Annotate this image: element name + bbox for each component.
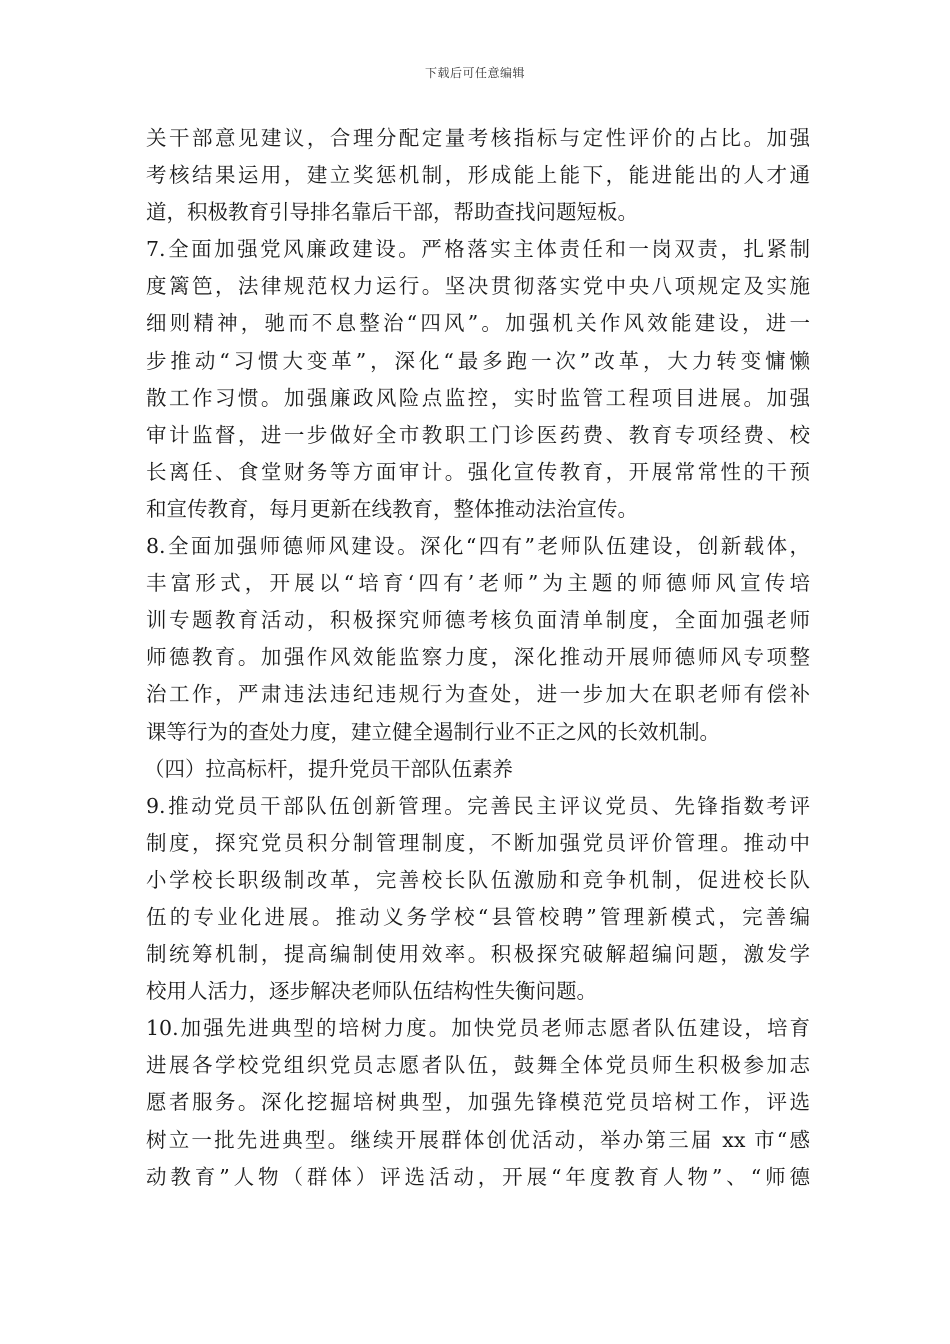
text-line: 伍的专业化进展。推动义务学校“县管校聘”管理新模式，完善编 xyxy=(146,904,810,929)
text-line: 训专题教育活动，积极探究师德考核负面清单制度，全面加强老师 xyxy=(146,608,810,633)
text-line: 制统筹机制，提高编制使用效率。积极探究破解超编问题，激发学 xyxy=(146,942,810,967)
text-line: 细则精神，驰而不息整治“四风”。加强机关作风效能建设，进一 xyxy=(146,311,810,336)
section-heading: （四）拉高标杆，提升党员干部队伍素养 xyxy=(144,756,513,781)
text-line: 课等行为的查处力度，建立健全遏制行业不正之风的长效机制。 xyxy=(146,719,720,744)
text-line: 丰富形式，开展以“培育‘四有’老师”为主题的师德师风宣传培 xyxy=(146,571,810,596)
text-line: 7.全面加强党风廉政建设。严格落实主体责任和一岗双责，扎紧制 xyxy=(146,237,810,262)
document-body xyxy=(146,120,810,1196)
text-line: 关干部意见建议，合理分配定量考核指标与定性评价的占比。加强 xyxy=(146,126,810,150)
text-line: 审计监督，进一步做好全市教职工门诊医药费、教育专项经费、校 xyxy=(146,422,810,447)
text-line: 校用人活力，逐步解决老师队伍结构性失衡问题。 xyxy=(146,979,597,1004)
text-line: 10.加强先进典型的培树力度。加快党员老师志愿者队伍建设，培育 xyxy=(146,1016,810,1041)
text-line: 道，积极教育引导排名靠后干部，帮助查找问题短板。 xyxy=(146,200,638,225)
text-line: 师德教育。加强作风效能监察力度，深化推动开展师德师风专项整 xyxy=(146,645,810,670)
page-header-note: 下载后可任意编辑 xyxy=(424,66,525,80)
text-line: 进展各学校党组织党员志愿者队伍，鼓舞全体党员师生积极参加志 xyxy=(146,1053,810,1078)
text-line: 和宣传教育，每月更新在线教育，整体推动法治宣传。 xyxy=(146,496,638,521)
text-line: 动教育”人物（群体）评选活动，开展“年度教育人物”、“师德 xyxy=(146,1164,810,1189)
text-line: 散工作习惯。加强廉政风险点监控，实时监管工程项目进展。加强 xyxy=(146,385,810,410)
text-line: 步推动“习惯大变革”，深化“最多跑一次”改革，大力转变慵懒 xyxy=(146,348,810,373)
text-line: 9.推动党员干部队伍创新管理。完善民主评议党员、先锋指数考评 xyxy=(146,793,810,818)
text-line: 小学校长职级制改革，完善校长队伍激励和竞争机制，促进校长队 xyxy=(146,867,810,892)
text-line: 治工作，严肃违法违纪违规行为查处，进一步加大在职老师有偿补 xyxy=(146,682,810,707)
text-line: 度篱笆，法律规范权力运行。坚决贯彻落实党中央八项规定及实施 xyxy=(146,274,810,299)
text-line: 愿者服务。深化挖掘培树典型，加强先锋模范党员培树工作，评选 xyxy=(146,1090,810,1115)
text-line: 制度，探究党员积分制管理制度，不断加强党员评价管理。推动中 xyxy=(146,830,810,855)
text-line: 树立一批先进典型。继续开展群体创优活动，举办第三届 xx 市“感 xyxy=(146,1127,810,1152)
text-line: 长离任、食堂财务等方面审计。强化宣传教育，开展常常性的干预 xyxy=(146,459,810,484)
text-line: 考核结果运用，建立奖惩机制，形成能上能下，能进能出的人才通 xyxy=(146,163,810,188)
text-line: 8.全面加强师德师风建设。深化“四有”老师队伍建设，创新载体， xyxy=(146,534,810,559)
